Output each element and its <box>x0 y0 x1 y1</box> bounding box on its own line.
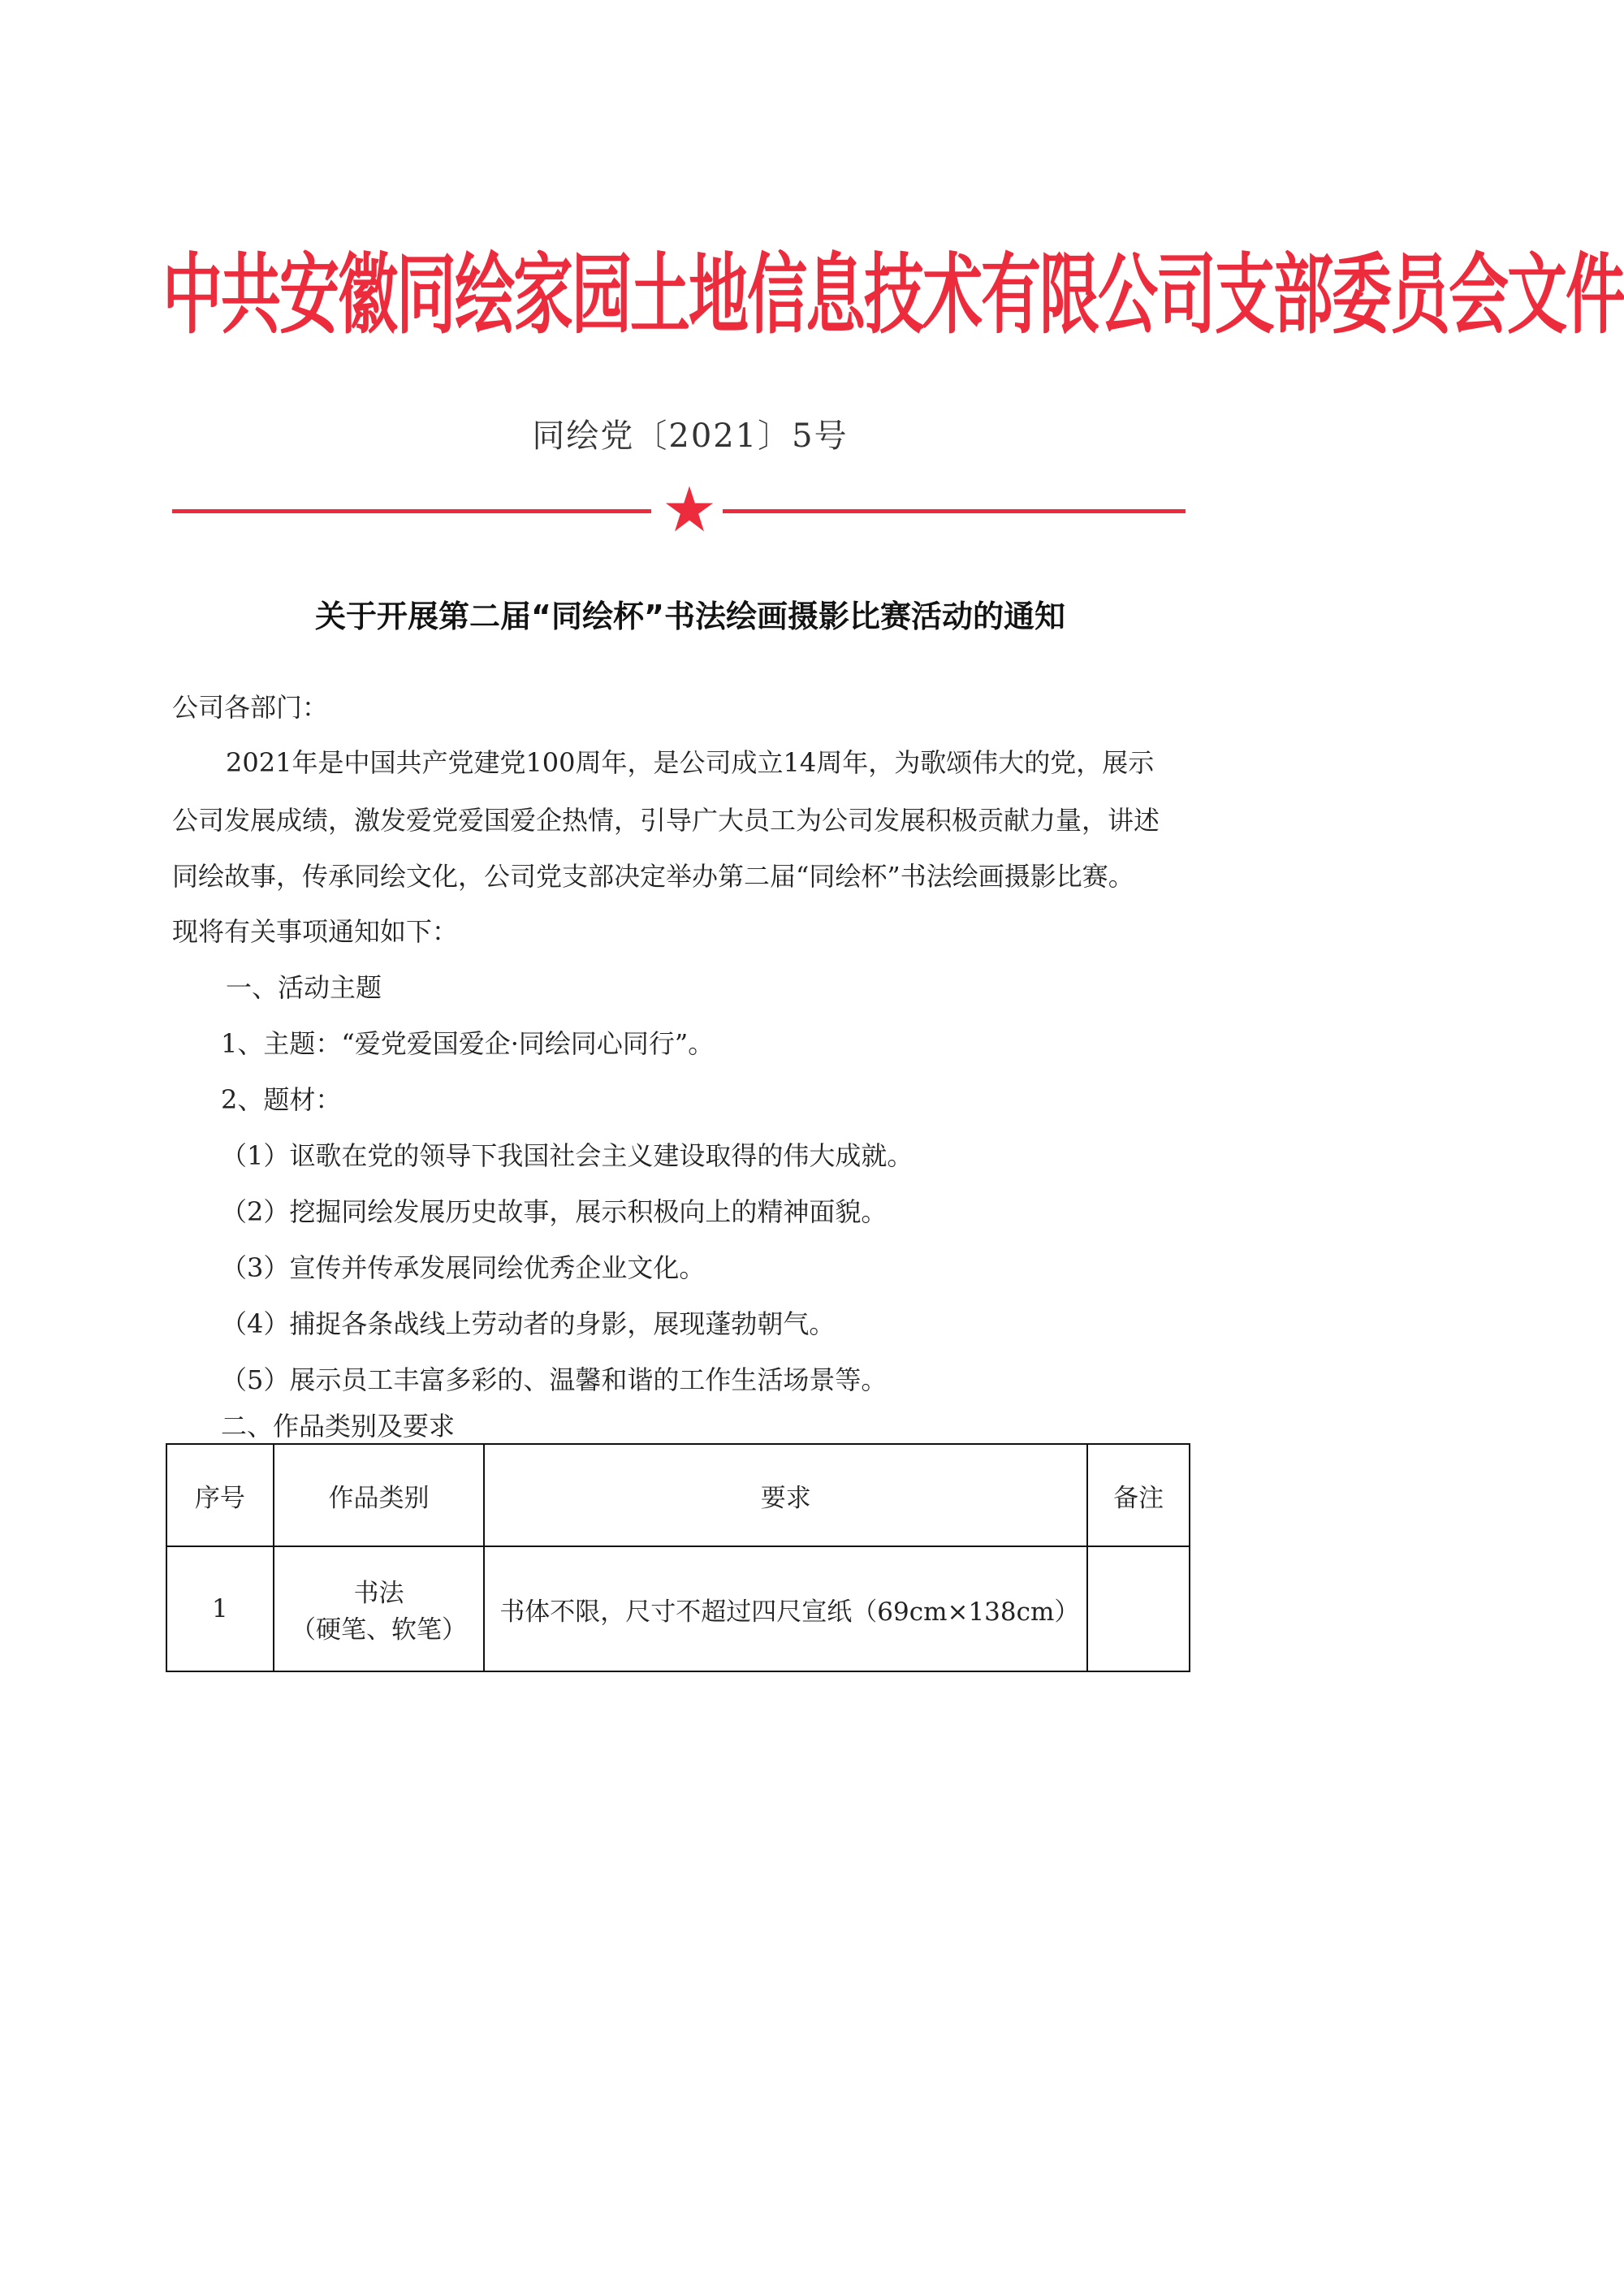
salutation: 公司各部门： <box>172 692 329 723</box>
subject-item: （1）讴歌在党的领导下我国社会主义建设取得的伟大成就。 <box>221 1140 914 1171</box>
category-cell <box>274 1546 485 1671</box>
note-cell <box>1087 1546 1190 1671</box>
masthead-title: 中共安徽同绘家园土地信息技术有限公司支部委员会文件 <box>162 244 1624 347</box>
document-number: 同绘党〔2021〕5号 <box>532 417 849 455</box>
header-cell: 备注 <box>1087 1444 1190 1546</box>
intro-line: 2021年是中国共产党建党100周年，是公司成立14周年，为歌颂伟大的党，展示 <box>226 747 1155 778</box>
header-cell: 序号 <box>166 1444 274 1546</box>
row-number: 1 <box>166 1546 274 1671</box>
section-heading: 一、活动主题 <box>226 972 382 1003</box>
notice-title: 关于开展第二届“同绘杯”书法绘画摄影比赛活动的通知 <box>315 599 1065 634</box>
works-table <box>166 1443 1190 1672</box>
category-name: 书法 <box>353 1579 404 1608</box>
star-icon <box>664 484 715 534</box>
requirement-cell: 书体不限，尺寸不超过四尺宣纸（69cm×138cm） <box>484 1546 1087 1671</box>
intro-line: 公司发展成绩，激发爱党爱国爱企热情，引导广大员工为公司发展积极贡献力量，讲述 <box>172 805 1160 836</box>
category-detail: （硬笔、软笔） <box>291 1615 467 1645</box>
intro-line: 现将有关事项通知如下： <box>172 916 459 947</box>
table-header-row <box>166 1444 1190 1546</box>
subject-item: （4）捕捉各条战线上劳动者的身影，展现蓬勃朝气。 <box>221 1308 836 1339</box>
red-rule-left <box>172 509 651 513</box>
subject-label: 2、题材： <box>221 1084 342 1115</box>
red-rule-right <box>723 509 1186 513</box>
subject-item: （5）展示员工丰富多彩的、温馨和谐的工作生活场景等。 <box>221 1364 888 1395</box>
subject-item: （2）挖掘同绘发展历史故事，展示积极向上的精神面貌。 <box>221 1196 888 1227</box>
table-row <box>166 1546 1190 1671</box>
subject-item: （3）宣传并传承发展同绘优秀企业文化。 <box>221 1252 706 1283</box>
header-cell: 作品类别 <box>274 1444 485 1546</box>
theme-line: 1、主题：“爱党爱国爱企·同绘同心同行”。 <box>221 1028 715 1059</box>
intro-line: 同绘故事，传承同绘文化，公司党支部决定举办第二届“同绘杯”书法绘画摄影比赛。 <box>172 861 1134 892</box>
section-heading: 二、作品类别及要求 <box>221 1411 456 1442</box>
header-cell: 要求 <box>484 1444 1087 1546</box>
